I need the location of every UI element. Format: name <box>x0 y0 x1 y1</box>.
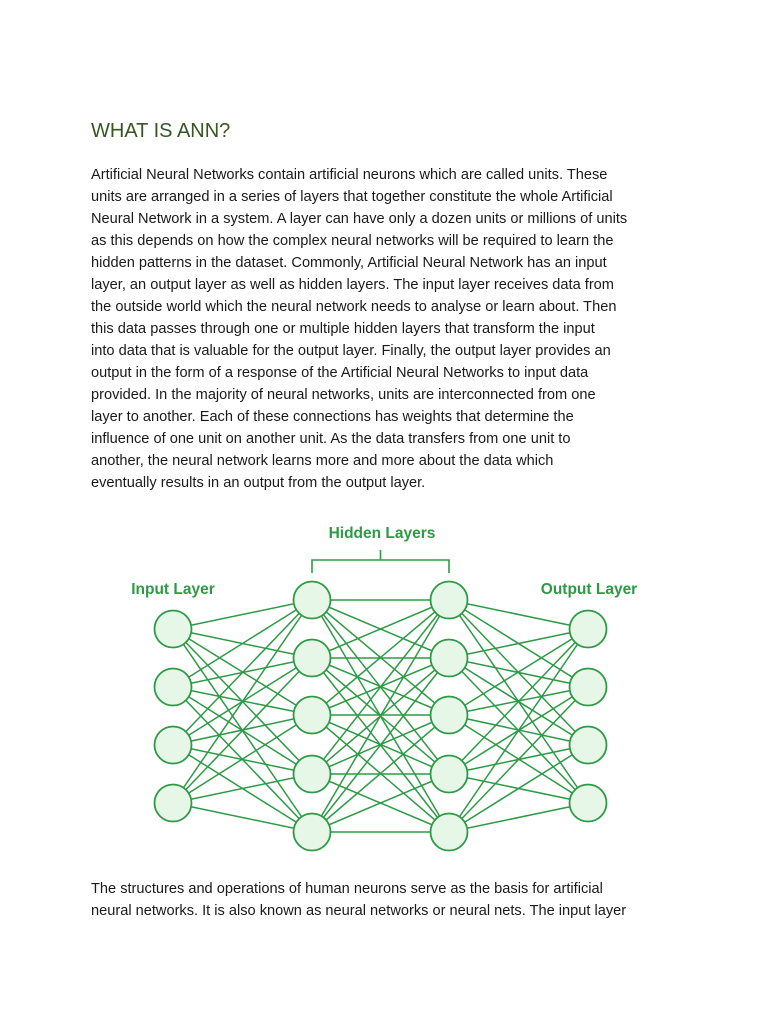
neural-network-svg <box>110 512 655 862</box>
connection-line <box>173 600 312 745</box>
connection-line <box>449 803 588 832</box>
hidden-2-neuron <box>431 814 468 851</box>
paragraph-line: Neural Network in a system. A layer can have only a dozen units or millions of units <box>91 211 628 227</box>
paragraph-line: neural networks. It is also known as neural networks or neural nets. The input layer <box>91 903 627 919</box>
hidden-layers-label: Hidden Layers <box>328 525 436 542</box>
hidden-1-neuron <box>294 756 331 793</box>
section-heading: WHAT IS ANN? <box>91 120 231 142</box>
hidden-2-neuron <box>431 640 468 677</box>
paragraph-line: eventually results in an output from the output layer. <box>91 475 426 491</box>
paragraph-line: output in the form of a response of the Artificial Neural Networks to input data <box>91 365 589 381</box>
connection-line <box>173 658 312 803</box>
hidden-1-neuron <box>294 697 331 734</box>
output-neuron <box>570 611 607 648</box>
input-neuron <box>155 669 192 706</box>
paragraph-line: Artificial Neural Networks contain artificial neurons which are called units. These <box>91 167 608 183</box>
input-layer-label: Input Layer <box>131 581 215 598</box>
hidden-2-neuron <box>431 697 468 734</box>
paragraph-line: layer, an output layer as well as hidden layers. The input layer receives data from <box>91 277 614 293</box>
connection-line <box>449 600 588 629</box>
hidden-1-neuron <box>294 640 331 677</box>
hidden-layers-bracket <box>312 550 449 573</box>
connection-line <box>449 629 588 832</box>
connection-line <box>173 803 312 832</box>
paragraph-line: units are arranged in a series of layers that together constitute the whole Artificial <box>91 189 613 205</box>
hidden-2-neuron <box>431 756 468 793</box>
neural-network-diagram <box>110 512 655 862</box>
paragraph-line: the outside world which the neural network needs to analyse or learn about. Then <box>91 299 617 315</box>
connection-line <box>449 687 588 832</box>
paragraph-line: as this depends on how the complex neural networks will be required to learn the <box>91 233 614 249</box>
paragraph-line: provided. In the majority of neural networks, units are interconnected from one <box>91 387 596 403</box>
connection-line <box>449 629 588 658</box>
connection-lines <box>173 600 588 832</box>
paragraph-line: another, the neural network learns more and more about the data which <box>91 453 554 469</box>
connection-line <box>173 600 312 629</box>
connection-line <box>173 774 312 803</box>
paragraph-line: influence of one unit on another unit. As the data transfers from one unit to <box>91 431 571 447</box>
output-neuron <box>570 785 607 822</box>
connection-line <box>449 745 588 832</box>
intro-paragraph <box>91 164 681 494</box>
paragraph-line: layer to another. Each of these connections has weights that determine the <box>91 409 574 425</box>
bracket-line <box>312 550 449 573</box>
connection-line <box>173 715 312 803</box>
input-neuron <box>155 611 192 648</box>
second-paragraph <box>91 878 681 922</box>
input-neuron <box>155 727 192 764</box>
input-neuron <box>155 785 192 822</box>
paragraph-line: into data that is valuable for the output layer. Finally, the output layer provides an <box>91 343 611 359</box>
paragraph-line: The structures and operations of human neurons serve as the basis for artificial <box>91 881 603 897</box>
hidden-1-neuron <box>294 814 331 851</box>
output-neuron <box>570 727 607 764</box>
hidden-1-neuron <box>294 582 331 619</box>
output-neuron <box>570 669 607 706</box>
output-layer-label: Output Layer <box>540 581 638 598</box>
paragraph-line: hidden patterns in the dataset. Commonly, Artificial Neural Network has an input <box>91 255 607 271</box>
paragraph-line: this data passes through one or multiple hidden layers that transform the input <box>91 321 595 337</box>
hidden-2-neuron <box>431 582 468 619</box>
connection-line <box>173 600 312 687</box>
